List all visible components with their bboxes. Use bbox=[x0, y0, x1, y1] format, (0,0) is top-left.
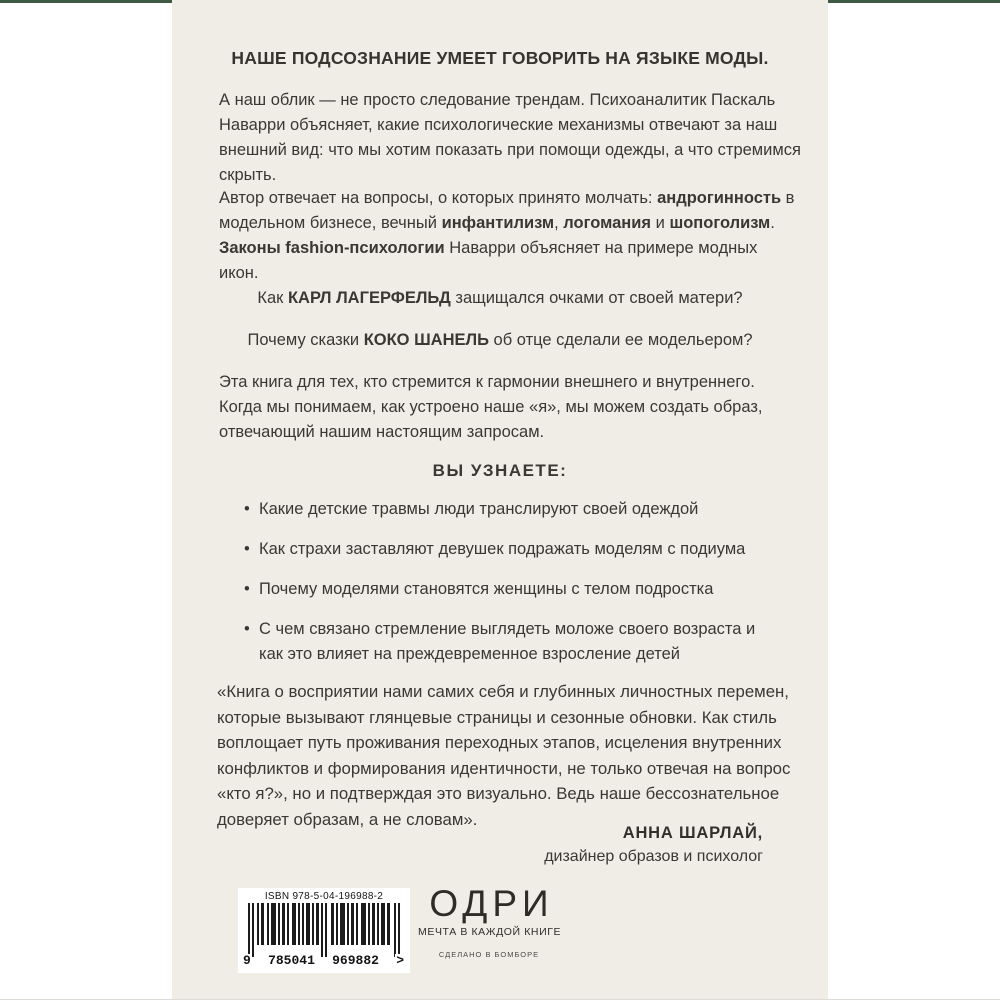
text-segment: Законы fashion-психологии bbox=[219, 239, 445, 257]
text-segment: , bbox=[554, 214, 564, 232]
you-will-learn-heading: ВЫ УЗНАЕТЕ: bbox=[432, 461, 568, 480]
barcode-lead-digit: 9 bbox=[243, 953, 251, 968]
text-segment: КОКО ШАНЕЛЬ bbox=[363, 331, 489, 349]
barcode-digits bbox=[242, 954, 405, 967]
barcode-end-mark: > bbox=[396, 953, 404, 968]
text-segment: об отце сделали ее модельером? bbox=[488, 331, 753, 349]
reviewer-role: дизайнер образов и психолог bbox=[544, 848, 763, 865]
review-quote: «Книга о восприятии нами самих себя и глубинных личностных перемен, которые вызывают глянцевые страницы и сезонные обновки. Как стиль воплощает путь проживания переходных этапов, исцеления внутренних конфликтов и формирования идентичности, не только отвечая на вопрос «кто я?», но и подтверждая это визуально. Ведь наше бессознательное доверяет образам, а не словам». bbox=[217, 682, 791, 829]
text-segment: шопоголизм bbox=[669, 214, 771, 232]
bullet-list bbox=[244, 497, 774, 682]
cover-panel bbox=[172, 0, 828, 1000]
text-segment: в модельном бизнесе, вечный bbox=[219, 189, 795, 232]
isbn-barcode bbox=[238, 888, 410, 973]
topics-paragraph bbox=[219, 186, 801, 286]
reviewer-name: АННА ШАРЛАЙ, bbox=[622, 824, 763, 842]
barcode-group-1: 785041 bbox=[268, 953, 315, 968]
bullet-item-3: • Почему моделями становятся женщины с телом подростка bbox=[244, 577, 774, 602]
publisher-logo bbox=[418, 884, 560, 959]
publisher-made-in: СДЕЛАНО В БОМБОРЕ bbox=[438, 950, 540, 959]
barcode-bars-icon bbox=[248, 903, 400, 957]
review-attribution bbox=[544, 824, 763, 866]
publisher-tagline: МЕЧТА В КАЖДОЙ КНИГЕ bbox=[418, 926, 562, 938]
text-segment: и bbox=[651, 214, 670, 232]
text-segment: Как bbox=[257, 289, 288, 307]
intro-paragraph: А наш облик — не просто следование трендам. Психоаналитик Паскаль Наварри объясняет, какие психологические механизмы отвечают за наш внешний вид: что мы хотим показать при помощи одежды, а что стремимся скрыть. bbox=[219, 91, 801, 184]
audience-paragraph: Эта книга для тех, кто стремится к гармонии внешнего и внутреннего. Когда мы понимаем, как устроено наше «я», мы можем создать образ, отвечающий нашим настоящим запросам. bbox=[219, 373, 763, 441]
headline: НАШЕ ПОДСОЗНАНИЕ УМЕЕТ ГОВОРИТЬ НА ЯЗЫКЕ МОДЫ. bbox=[231, 48, 769, 68]
text-segment: андрогинность bbox=[657, 189, 782, 207]
publisher-name: ОДРИ bbox=[429, 883, 554, 924]
text-segment: защищался очками от своей матери? bbox=[450, 289, 743, 307]
text-segment: инфантилизм bbox=[441, 214, 555, 232]
text-segment: логомания bbox=[563, 214, 652, 232]
question-lagerfeld bbox=[172, 289, 828, 308]
question-chanel bbox=[172, 331, 828, 350]
bullet-item-2: • Как страхи заставляют девушек подражать моделям с подиума bbox=[244, 537, 774, 562]
barcode-bars bbox=[243, 903, 404, 968]
text-segment: Почему сказки bbox=[247, 331, 364, 349]
text-segment: Наварри объясняет на примере модных икон. bbox=[219, 239, 758, 282]
bullet-item-1: • Какие детские травмы люди транслируют своей одеждой bbox=[244, 497, 774, 522]
barcode-group-2: 969882 bbox=[332, 953, 379, 968]
text-segment: КАРЛ ЛАГЕРФЕЛЬД bbox=[287, 289, 451, 307]
bullet-item-4: • С чем связано стремление выглядеть моложе своего возраста и как это влияет на преждевременное взросление детей bbox=[244, 617, 774, 667]
isbn-label: ISBN 978-5-04-196988-2 bbox=[264, 891, 384, 902]
text-segment: Автор отвечает на вопросы, о которых принято молчать: bbox=[219, 189, 658, 207]
text-segment: . bbox=[770, 214, 775, 232]
